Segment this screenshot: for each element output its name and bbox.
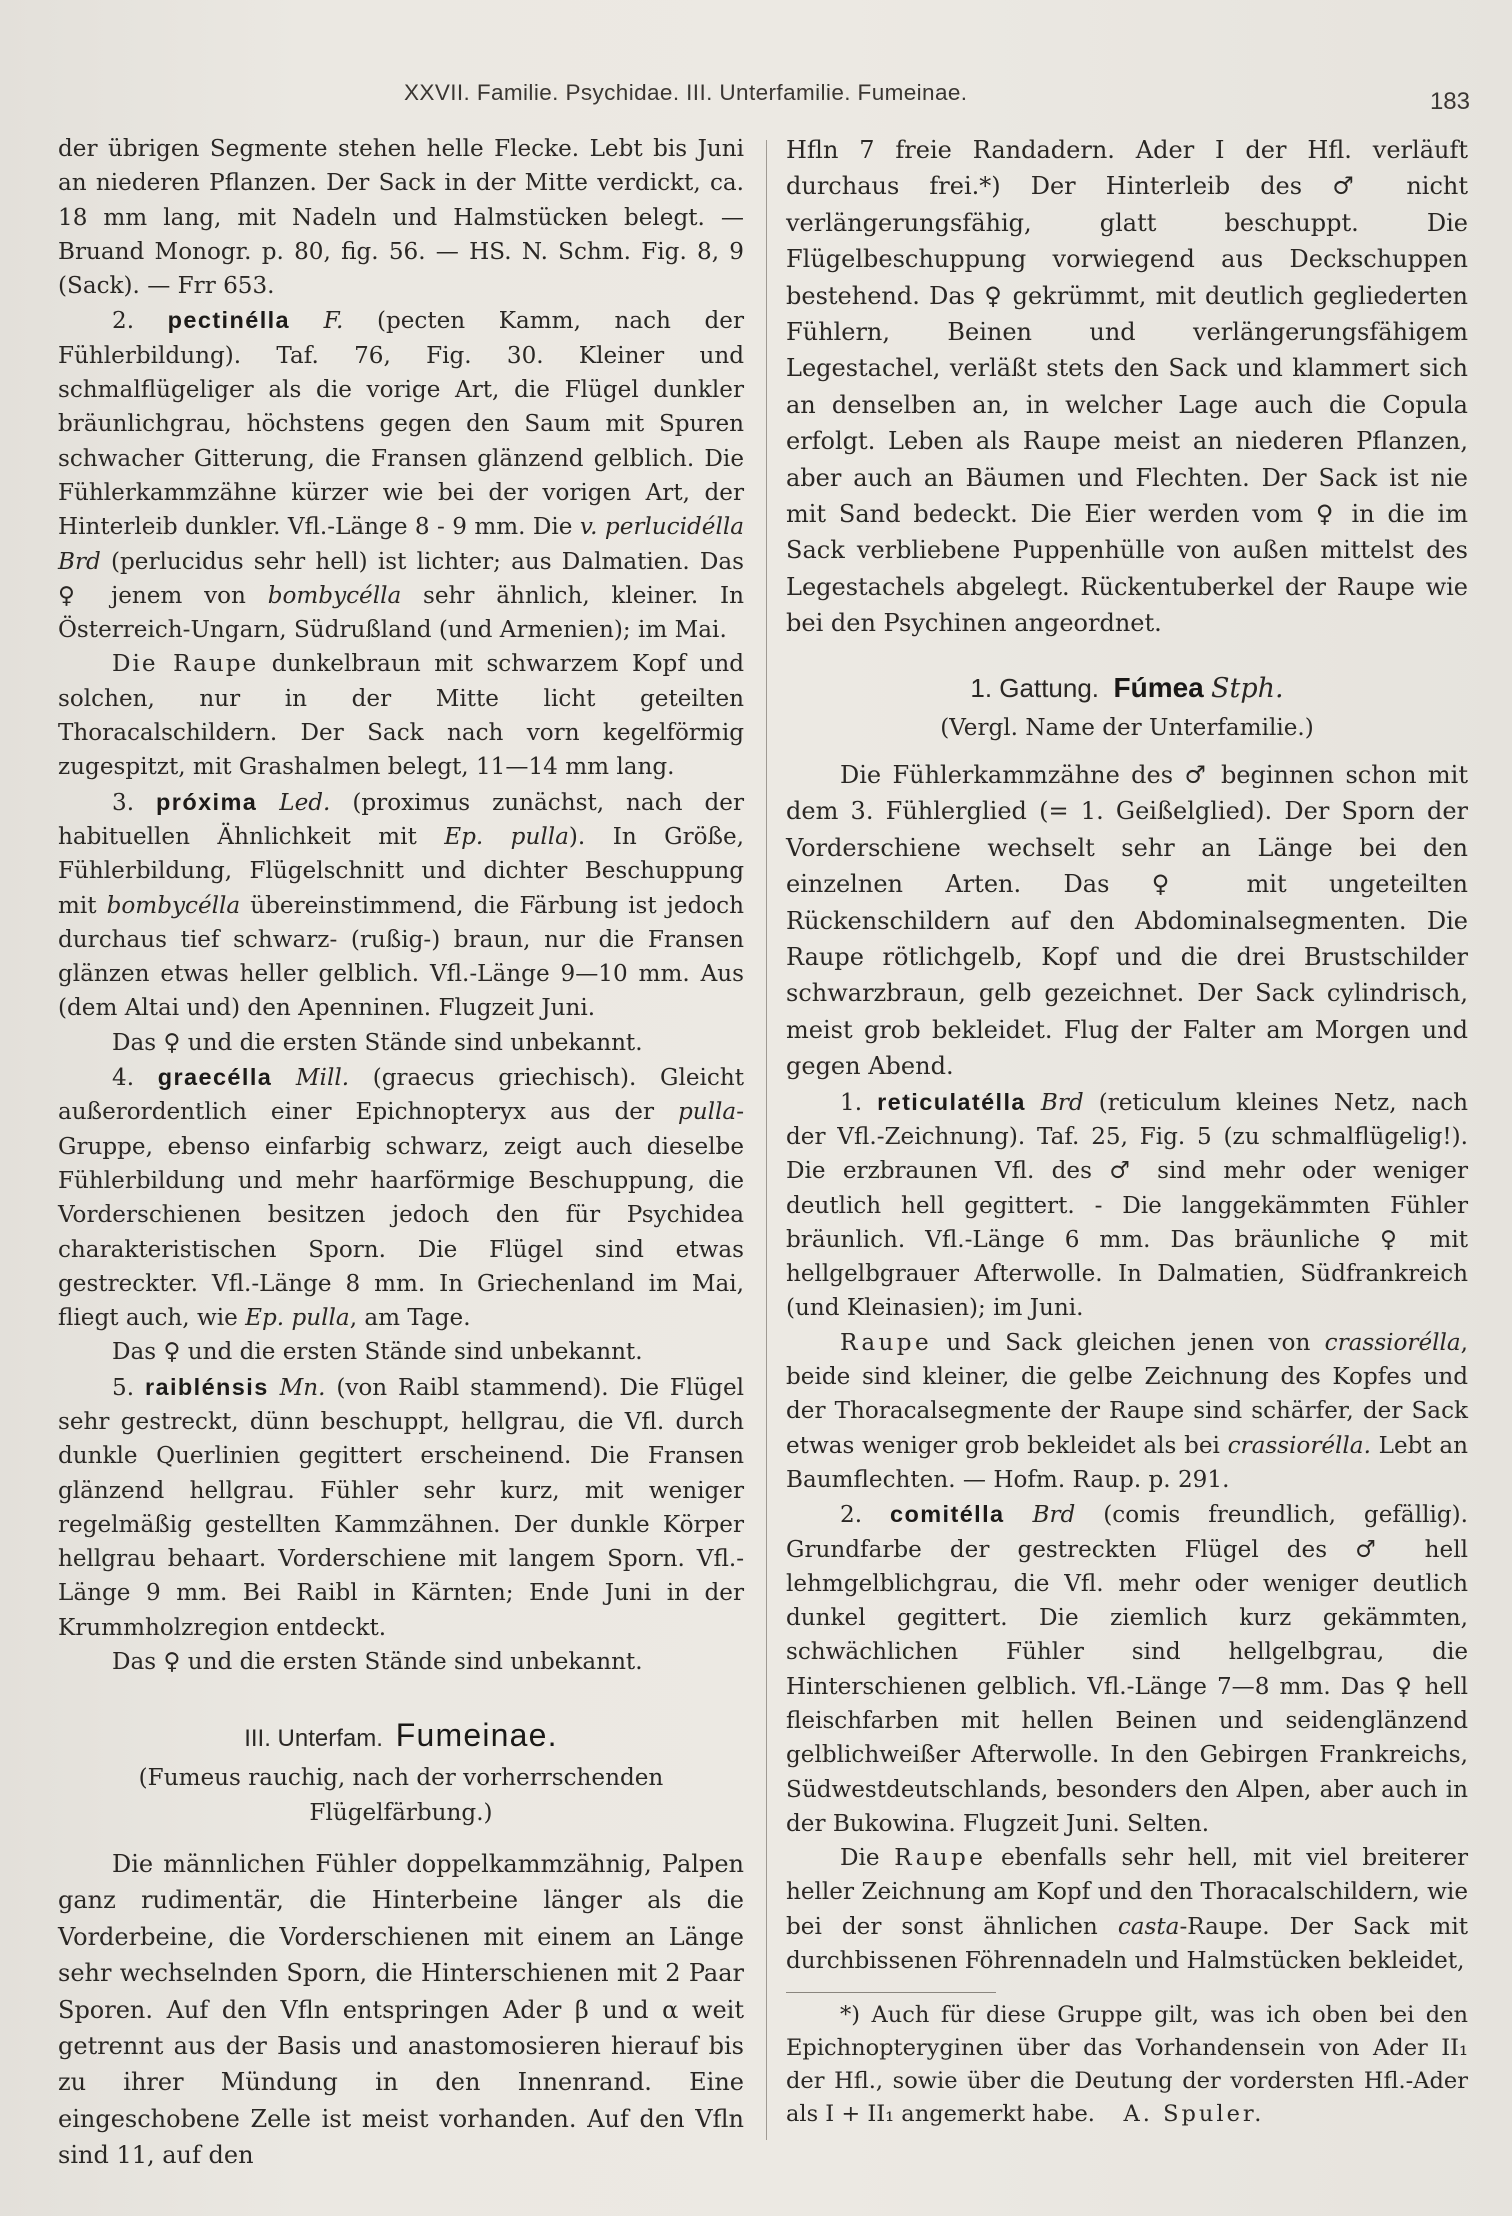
species-author: F. <box>323 308 344 335</box>
species-reference: crassiorélla. <box>1227 1432 1371 1459</box>
species-author: Led. <box>279 789 331 816</box>
spaced-word: Die Raupe <box>112 651 259 678</box>
genus-description: Die Fühlerkammzähne des ♂ beginnen schon mit dem 3. Fühlerglied (= 1. Geißelglied). Der Sporn der Vorderschiene wechselt sehr an Länge bei den einzelnen Arten. Das ♀ mit ungeteilten Rückenschildern auf den Abdominalsegmenten. Die Raupe rötlichgelb, Kopf und die drei Brustschilder schwarzbraun, gelb gezeichnet. Der Sack cylindrisch, meist grob bekleidet. Flug der Falter am Morgen und gegen Abend. <box>786 760 1468 1081</box>
species-name: comitélla <box>890 1501 1005 1528</box>
subfamily-heading <box>58 1713 744 1761</box>
species-text: übereinstimmend, die Färbung ist jedoch durchaus tief schwarz- (rußig-) braun, nur die Fransen glänzen etwas heller gelblich. Vfl.-Länge 9—10 mm. Aus (dem Altai und) den Apenninen. Flugzeit Juni. <box>58 892 744 1022</box>
larva-text: -Raupe. Der Sack mit durchbissenen Föhrennadeln und Halmstücken bekleidet, <box>786 1913 1468 1975</box>
footnote-text: *) Auch für diese Gruppe gilt, was ich oben bei den Epichnopteryginen über das Vorhandensein von Ader II₁ der Hfl., sowie über die Deutung der vordersten Hfl.-Ader als I + II₁ angemerkt habe. <box>786 2002 1468 2128</box>
species-number: 2. <box>112 308 135 335</box>
species-text: (pecten Kamm, nach der Fühlerbildung). Taf. 76, Fig. 30. Kleiner und schmalflügeliger als die vorige Art, die Flügel dunkler bräunlichgrau, höchstens gegen den Saum mit Spuren schwacher Gitterung, die Fransen glänzend gelblich. Die Fühlerkammzähne kürzer wie bei der vorigen Art, der Hinterleib dunkler. Vfl.-Länge 8 - 9 mm. Die <box>58 308 744 541</box>
larva-text: dunkelbraun mit schwarzem Kopf und solchen, nur in der Mitte licht geteilten Thoracalschildern. Der Sack nach vorn kegelförmig zugespitzt, mit Grashalmen belegt, 11—14 mm lang. <box>58 651 745 781</box>
species-number: 3. <box>112 789 135 816</box>
species-text: (comis freundlich, gefällig). Grundfarbe der gestreckten Flügel des ♂ hell lehmgelblichgrau, die Vfl. mehr oder weniger deutlich dunkel gegittert. Die ziemlich kurz gekämmten, schwächlichen Fühler sind hellgelbgrau, die Hinterschienen gelblich. Vfl.-Länge 7—8 mm. Das ♀ hell fleischfarben mit hellen Beinen und seidenglänzend gelblichweißer Afterwolle. In den Gebirgen Frankreichs, Südwestdeutschlands, besonders den Alpen, aber auch in der Bukowina. Flugzeit Juni. Selten. <box>786 1502 1468 1837</box>
footnote <box>786 1999 1468 2131</box>
left-column <box>58 132 744 2174</box>
variety-name: v. perlucidélla Brd <box>58 514 744 575</box>
species-entry-reticulatella <box>786 1085 1468 1326</box>
species-text: (von Raibl stammend). Die Flügel sehr gestreckt, dünn beschuppt, hellgrau, die Vfl. durch dunkle Querlinien gegittert erscheinend. Die Fransen glänzend hellgrau. Fühler sehr kurz, mit weniger regelmäßig gestellten Kammzähnen. Der dunkle Körper hellgrau behaart. Vorderschiene mit langem Sporn. Vfl.-Länge 9 mm. Bei Raibl in Kärnten; Ende Juni in der Krummholzregion entdeckt. <box>58 1374 744 1641</box>
subfamily-name: Fumeinae. <box>395 1717 558 1754</box>
species-entry-raiblensis <box>58 1370 744 1645</box>
species-text: (graecus griechisch). Gleicht außerordentlich einer Epichnopteryx aus der <box>58 1065 745 1126</box>
subfamily-label: III. Unterfam. <box>244 1725 383 1753</box>
species-name: raiblénsis <box>144 1373 269 1400</box>
larva-text: , beide sind kleiner, die gelbe Zeichnung des Kopfes und der Thoracalsegmente der Raupe sind schärfer, der Sack etwas weniger grob bekleidet als bei <box>786 1329 1468 1459</box>
footnote-signature: A. Spuler. <box>1123 2101 1265 2128</box>
species-name: graecélla <box>157 1064 273 1091</box>
larva-paragraph <box>786 1841 1468 1978</box>
species-text: , am Tage. <box>349 1305 471 1332</box>
species-entry-comitella <box>786 1497 1468 1841</box>
species-reference: crassiorélla <box>1324 1329 1461 1356</box>
unknown-stages-note: Das ♀ und die ersten Stände sind unbekannt. <box>112 1029 643 1056</box>
species-author: Mill. <box>295 1065 350 1092</box>
page-number: 183 <box>1429 88 1470 115</box>
species-reference: Ep. pulla <box>245 1305 350 1332</box>
genus-label: 1. Gattung. <box>970 672 1100 703</box>
subfamily-description: Die männlichen Fühler doppelkammzähnig, Palpen ganz rudimentär, die Hinterbeine länger als die Vorderbeine, die Vorderschienen mit einem an Länge sehr wechselnden Sporn, die Hinterschienen mit 2 Paar Sporen. Auf den Vfln entspringen Ader β und α weit getrennt aus der Basis und anastomosieren hierauf bis zu ihrer Mündung in den Innenrand. Eine eingeschobene Zelle ist meist vorhanden. Auf den Vfln sind 11, auf den <box>58 1849 744 2170</box>
species-number: 1. <box>840 1089 863 1116</box>
species-number: 5. <box>112 1374 135 1401</box>
species-author: Brd <box>1040 1089 1084 1116</box>
species-name: reticulatélla <box>877 1088 1026 1115</box>
unknown-stages-note: Das ♀ und die ersten Stände sind unbekannt. <box>112 1339 643 1366</box>
species-reference: Ep. pulla <box>444 823 569 850</box>
species-author: Mn. <box>279 1374 326 1401</box>
larva-paragraph <box>786 1326 1468 1497</box>
subfamily-etymology: (Fumeus rauchig, nach der vorherrschenden Flügelfärbung.) <box>138 1765 664 1826</box>
unknown-stages-note: Das ♀ und die ersten Stände sind unbekannt. <box>112 1649 643 1676</box>
genus-heading <box>786 666 1468 711</box>
species-text: sehr ähnlich, kleiner. In Österreich-Ungarn, Südrußland (und Armenien); im Mai. <box>58 582 745 644</box>
larva-text: Die <box>840 1845 895 1872</box>
right-column <box>786 132 1468 2131</box>
species-entry-proxima <box>58 785 744 1026</box>
paragraph-continued: der übrigen Segmente stehen helle Flecke. Lebt bis Juni an niederen Pflanzen. Der Sack in der Mitte verdickt, ca. 18 mm lang, mit Nadeln und Halmstücken belegt. — Bruand Monogr. p. 80, fig. 56. — HS. N. Schm. Fig. 8, 9 (Sack). — Frr 653. <box>58 136 744 300</box>
species-reference: pulla <box>677 1099 737 1126</box>
genus-etymology: (Vergl. Name der Unterfamilie.) <box>940 714 1314 741</box>
spaced-word: Raupe <box>894 1845 987 1872</box>
larva-text: und Sack gleichen jenen von <box>932 1329 1325 1356</box>
running-header <box>0 80 1512 120</box>
footnote-rule <box>786 1992 996 1993</box>
larva-paragraph <box>58 647 744 784</box>
larva-text: Lebt an Baumflechten. — Hofm. Raup. p. 291. <box>786 1432 1468 1493</box>
species-number: 2. <box>840 1502 863 1529</box>
species-author: Brd <box>1032 1502 1076 1529</box>
species-reference: bombycélla <box>267 582 402 609</box>
species-text: (proximus zunächst, nach der habituellen Ähnlichkeit mit <box>58 789 744 850</box>
species-reference: casta <box>1117 1913 1180 1940</box>
species-reference: bombycélla <box>106 892 241 919</box>
species-text: -Gruppe, ebenso einfarbig schwarz, zeigt auch dieselbe Fühlerbildung und mehr haarförmige Beschuppung, die Vorderschienen besitzen jedoch den für Psychidea charakteristischen Sporn. Die Flügel sind etwas gestreckter. Vfl.-Länge 8 mm. In Griechenland im Mai, fliegt auch, wie <box>58 1099 744 1332</box>
species-name: pectinélla <box>167 307 291 334</box>
spaced-word: Raupe <box>840 1329 933 1356</box>
genus-author: Stph. <box>1210 672 1284 704</box>
species-text: ). In Größe, Fühlerbildung, Flügelschnitt und dichter Beschuppung mit <box>58 823 744 919</box>
running-title: XXVII. Familie. Psychidae. III. Unterfamilie. Fumeinae. <box>404 80 968 105</box>
species-name: próxima <box>156 788 258 815</box>
subfamily-description-continued: Hfln 7 freie Randadern. Ader I der Hfl. verläuft durchaus frei.*) Der Hinterleib des ♂ nicht verlängerungsfähig, glatt beschuppt. Die Flügelbeschuppung vorwiegend aus Deckschuppen bestehend. Das ♀ gekrümmt, mit deutlich gegliederten Fühlern, Beinen und verlängerungsfähigem Legestachel, verläßt stets den Sack und klammert sich an denselben an, in welcher Lage auch die Copula erfolgt. Leben als Raupe meist an niederen Pflanzen, aber auch an Bäumen und Flechten. Der Sack ist nie mit Sand bedeckt. Die Eier werden vom ♀ in die im Sack verbliebene Puppenhülle von außen mittelst des Legestachels abgelegt. Rückentuberkel der Raupe wie bei den Psychinen angeordnet. <box>786 136 1468 638</box>
species-text: (perlucidus sehr hell) ist lichter; aus Dalmatien. Das ♀ jenem von <box>58 548 744 609</box>
species-text: (reticulum kleines Netz, nach der Vfl.-Zeichnung). Taf. 25, Fig. 5 (zu schmalflügelig!). Die erzbraunen Vfl. des ♂ sind mehr oder weniger deutlich hell gegittert. - Die langgekämmten Fühler bräunlich. Vfl.-Länge 6 mm. Das bräunliche ♀ mit hellgelbgrauer Afterwolle. In Dalmatien, Südfrankreich (und Kleinasien); im Juni. <box>786 1089 1469 1322</box>
larva-text: ebenfalls sehr hell, mit viel breiterer heller Zeichnung am Kopf und den Thoracalschildern, wie bei der sonst ähnlichen <box>786 1845 1468 1940</box>
column-divider <box>766 140 767 2140</box>
species-entry-pectinella <box>58 303 744 647</box>
species-number: 4. <box>112 1065 135 1092</box>
species-entry-graecella <box>58 1060 744 1335</box>
genus-name: Fúmea <box>1113 671 1204 703</box>
